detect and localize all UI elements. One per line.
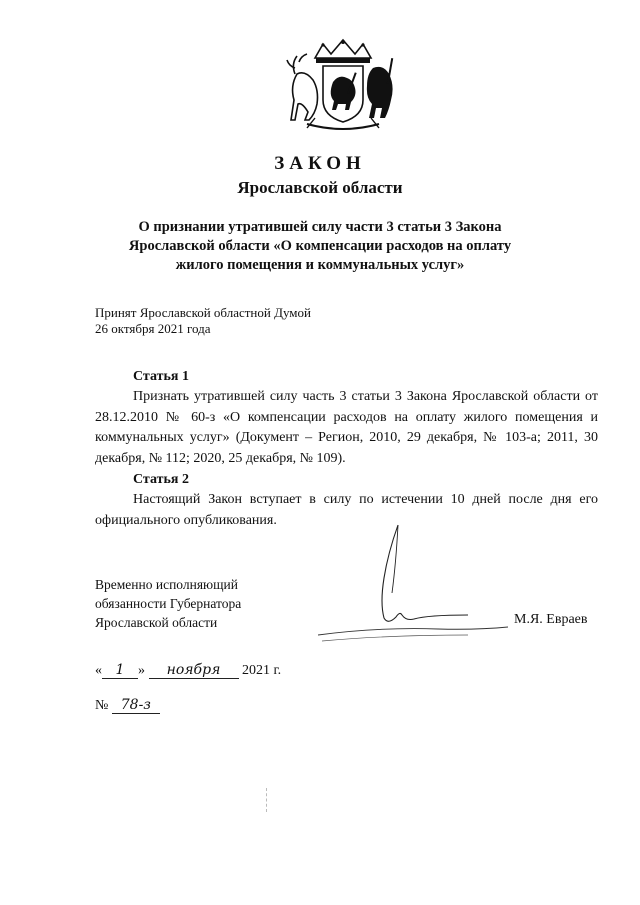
region-heading: Ярославской области [237, 178, 403, 197]
signer-position-line: обязанности Губернатора [95, 596, 242, 611]
article-2-heading: Статья 2 [133, 472, 189, 487]
number-value: 78-з [112, 697, 160, 714]
coat-of-arms-icon [285, 38, 401, 134]
signing-date [95, 662, 281, 679]
signature-icon [318, 523, 508, 648]
article-1-text: Признать утратившей силу часть 3 статьи 3 Закона Ярославской области от 28.12.2010 № 60-з «О компенсации расходов на оплату жилого помещения и коммунальных услуг» (Документ – Регион, 2010, 29 декабря, № 103-а; 2011, 30 декабря, № 112; 2020, 25 декабря, № 109). [95, 389, 598, 466]
date-close-quote: » [138, 663, 145, 678]
adoption-line: Принят Ярославской областной Думой [95, 305, 311, 320]
law-heading: ЗАКОН [274, 153, 366, 174]
law-title-line: Ярославской области «О компенсации расходов на оплату [128, 238, 512, 254]
article-2-text: Настоящий Закон вступает в силу по истечении 10 дней после дня его официального опубликования. [95, 492, 598, 528]
page-mark [266, 788, 268, 812]
law-number [95, 697, 160, 714]
adoption-note [95, 305, 311, 337]
signer-position-line: Временно исполняющий [95, 577, 238, 592]
date-month: ноября [149, 662, 239, 679]
signer-position-line: Ярославской области [95, 615, 218, 630]
article-1-heading: Статья 1 [133, 369, 189, 384]
adoption-date: 26 октября 2021 года [95, 321, 211, 336]
signer-position [95, 575, 241, 632]
signer-name: М.Я. Евраев [514, 612, 588, 627]
law-title [120, 218, 520, 275]
date-day: 1 [102, 662, 138, 679]
date-year: 2021 г. [242, 663, 282, 678]
number-sign: № [95, 698, 109, 713]
law-title-line: О признании утратившей силу части 3 статьи 3 Закона [138, 219, 502, 235]
law-title-line: жилого помещения и коммунальных услуг» [175, 257, 465, 273]
date-open-quote: « [95, 663, 102, 678]
